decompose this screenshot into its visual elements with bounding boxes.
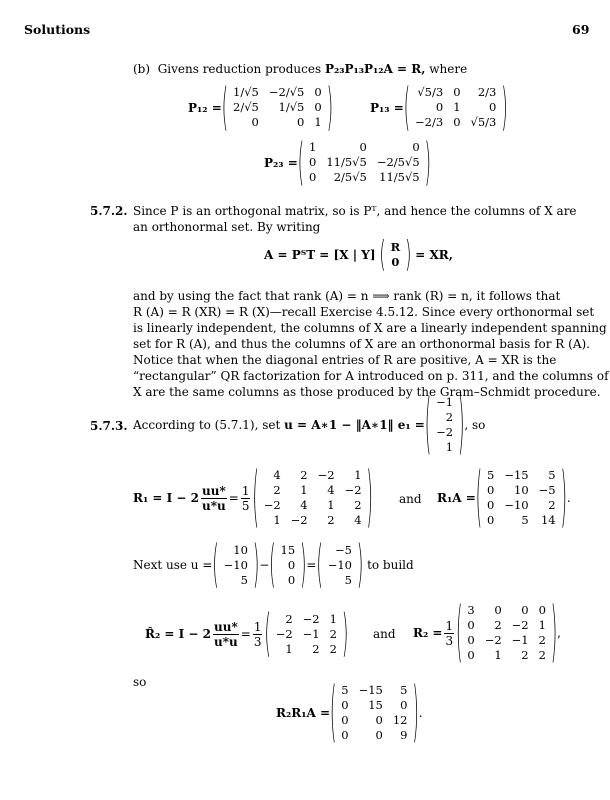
- uvec-row: [431, 440, 458, 455]
- ex572-paragraph-line: X are the same columns as those produced by the Gram–Schmidt procedure.: [133, 385, 601, 399]
- and-2: and: [373, 627, 396, 641]
- R2-label: R₂ =: [413, 626, 443, 640]
- v1-row: [219, 573, 253, 588]
- R1-cell: 1: [300, 483, 308, 497]
- R1-row: [259, 483, 367, 498]
- R2hat-cell: −2: [302, 611, 320, 626]
- ex572-line2: an orthonormal set. By writing: [133, 220, 321, 234]
- ex572-paragraph-line: Notice that when the diagonal entries of R are positive, A = XR is the: [133, 353, 557, 367]
- P12-cell: 1: [314, 115, 322, 129]
- v1-vector: ( 10 −10 5 ): [212, 533, 260, 594]
- P13-cell: 1: [453, 100, 461, 114]
- R2hat-row: [271, 627, 342, 642]
- R2hat-cell: −2: [275, 626, 293, 641]
- R2R1A-cell: 15: [368, 698, 383, 712]
- R1-cell: 1: [354, 468, 362, 482]
- P12-cell: 2/√5: [233, 100, 259, 114]
- R2-cell: 0: [467, 633, 475, 647]
- P23-cell: 0: [309, 170, 317, 184]
- R2hat-label: R̂₂ = I − 2: [145, 627, 212, 641]
- R0-table: [386, 240, 406, 270]
- R2-cell: 2: [538, 633, 546, 647]
- P13-row: [410, 100, 501, 115]
- P23-cell: 2/5√5: [333, 170, 367, 184]
- R1-row: [259, 513, 367, 528]
- R0-cell: 0: [391, 255, 400, 269]
- v1-cell: 10: [233, 542, 248, 557]
- R0-vector: ( R 0 ): [379, 233, 412, 275]
- R2R1A-table: [336, 683, 412, 743]
- uvec-row: [431, 410, 458, 425]
- ex572-paragraph-line: R (A) = R (XR) = R (X)—recall Exercise 4.5.12. Since every orthonormal set: [133, 305, 595, 319]
- R1A-row: [482, 468, 561, 483]
- running-header-title: Solutions: [24, 22, 91, 37]
- R2R1A-cell: 0: [341, 713, 349, 727]
- P12-matrix: ( 1/√5 −2/√5 0 2/√5 1/√5 0 0 0 1 ): [221, 75, 333, 137]
- R2-matrix: ( 3 0 0 0 0 2 −2 1 0 −2 −1 2 0 1 2 2 ): [456, 592, 558, 670]
- v3-row: [323, 558, 357, 573]
- v3-row: [323, 573, 357, 588]
- R2-cell: 0: [538, 603, 546, 617]
- ex573-u-def: u = A∗1 − ‖A∗1‖ e₁ =: [284, 418, 425, 432]
- R1A-row: [482, 483, 561, 498]
- R2R1A-cell: 5: [400, 683, 408, 697]
- R1A-equation: R₁A = ( 5 −15 5 0 10 −5 0 −10 2 0 5 14 ) .: [437, 457, 571, 535]
- R2hat-cell: −1: [302, 626, 320, 641]
- v2-row: [276, 573, 301, 588]
- R2hat-row: [271, 612, 342, 627]
- v2-cell: 15: [280, 542, 296, 557]
- P13-cell: 0: [435, 100, 444, 114]
- v3-cell: −5: [335, 542, 352, 557]
- uvec-cell: 1: [445, 440, 454, 454]
- P13-matrix: ( √5/3 0 2/3 0 1 0 −2/3 0 √5/3 ): [403, 75, 508, 137]
- R1A-cell: 5: [548, 468, 556, 482]
- R1A-cell: 0: [487, 513, 495, 527]
- R2R1A-cell: 5: [341, 683, 349, 697]
- P23-cell: 1: [309, 140, 317, 154]
- v3-cell: −10: [327, 557, 352, 572]
- R2-cell: 1: [538, 618, 546, 632]
- v3-vector: ( −5 −10 5 ): [316, 533, 364, 594]
- P13-cell: 0: [453, 115, 461, 129]
- R2R1A-row: [336, 728, 412, 743]
- ex572-paragraph-line: “rectangular” QR factorization for A introduced on p. 311, and the columns of: [133, 369, 609, 383]
- minus-sign: −: [259, 558, 270, 572]
- R2R1A-row: [336, 713, 412, 728]
- part-b-label: (b): [133, 62, 151, 76]
- R2-cell: 2: [538, 648, 546, 662]
- ex572-line1: Since P is an orthogonal matrix, so is Pᵀ, and hence the columns of X are: [133, 204, 577, 218]
- v1-table: [219, 543, 253, 588]
- P13-row: [410, 85, 501, 100]
- next-use-text: Next use u =: [133, 558, 213, 572]
- uvec-cell: −2: [436, 425, 454, 439]
- R1A-table: [482, 468, 561, 528]
- u-vector: ( −1 2 −2 1 ): [424, 384, 465, 462]
- R1A-label: R₁A =: [437, 491, 476, 505]
- R2R1A-matrix: ( 5 −15 5 0 15 0 0 0 12 0 0 9 ): [330, 672, 419, 750]
- R1-cell: 2: [273, 483, 281, 497]
- R1-cell: 1: [327, 498, 335, 512]
- u-vector-table: [431, 395, 458, 455]
- R2-cell: −1: [511, 633, 529, 647]
- R1-cell: −2: [290, 513, 308, 527]
- v2-cell: 0: [287, 557, 296, 572]
- page-number: 69: [572, 22, 590, 37]
- P13-equation: [370, 75, 508, 137]
- ex572-equation: [264, 233, 453, 275]
- to-build-text: to build: [367, 558, 414, 572]
- P13-cell: −2/3: [415, 115, 444, 129]
- R2-cell: −2: [511, 618, 529, 632]
- P13-cell: 0: [453, 85, 461, 99]
- R2-row: [462, 633, 551, 648]
- v2-table: [276, 543, 301, 588]
- part-b-text: Givens reduction produces: [157, 62, 322, 76]
- R2-cell: −2: [484, 633, 502, 647]
- R1A-cell: 0: [487, 498, 495, 512]
- R2-cell: 3: [467, 603, 475, 617]
- P12-cell: 1/√5: [233, 85, 259, 99]
- v3-table: [323, 543, 357, 588]
- P12-cell: 0: [297, 115, 305, 129]
- v2-row: [276, 543, 301, 558]
- R1-table: [259, 468, 367, 528]
- R1-cell: 2: [327, 513, 335, 527]
- R1-label: R₁ = I − 2: [133, 491, 200, 505]
- R1A-cell: 10: [514, 483, 529, 497]
- P12-cell: 1/√5: [278, 100, 305, 114]
- ex572-paragraph: [133, 288, 609, 400]
- R1A-cell: 0: [487, 483, 495, 497]
- so-text: so: [133, 675, 147, 689]
- P12-cell: 0: [251, 115, 259, 129]
- R2R1A-row: [336, 698, 412, 713]
- R2-row: [462, 618, 551, 633]
- P13-label: P₁₃ =: [370, 100, 404, 115]
- R2R1A-cell: 9: [400, 728, 408, 742]
- R2R1A-cell: 0: [341, 698, 349, 712]
- R1A-cell: −5: [538, 483, 556, 497]
- one-fifth: $\frac{1}{5}$: [241, 483, 250, 513]
- P23-cell: 11/5√5: [379, 170, 420, 184]
- part-b-intro: [133, 61, 467, 77]
- R1-row: [259, 498, 367, 513]
- exercise-5-7-3-number: 5.7.3.: [90, 419, 128, 433]
- uu-fraction: $\frac{uu*}{u*u}$: [202, 483, 226, 513]
- one-third: $\frac{1}{3}$: [253, 619, 262, 649]
- R2R1A-cell: −15: [358, 683, 383, 697]
- R2-cell: 2: [521, 648, 529, 662]
- P23-row: [304, 170, 425, 185]
- R2-row: [462, 648, 551, 663]
- uvec-cell: 2: [445, 410, 454, 424]
- ex572-paragraph-line: is linearly independent, the columns of X are a linearly independent spanning: [133, 321, 607, 335]
- v2-cell: 0: [287, 572, 296, 587]
- R2-cell: 0: [494, 603, 502, 617]
- R1-cell: −2: [317, 468, 335, 482]
- R2hat-cell: 2: [329, 641, 337, 656]
- R1A-cell: −10: [504, 498, 529, 512]
- next-u-equation: Next use u = ( 10 −10 5 ) − ( 15 0 0 ) = ( −5 −10 5 ) to build: [133, 533, 414, 594]
- P12-cell: −2/√5: [268, 85, 305, 99]
- R0-row: [386, 255, 406, 270]
- uu-fraction-2: $\frac{uu*}{u*u}$: [214, 619, 238, 649]
- R1-cell: 1: [273, 513, 281, 527]
- R1A-cell: −15: [504, 468, 529, 482]
- R1-cell: 2: [300, 468, 308, 482]
- P23-cell: 0: [309, 155, 317, 169]
- R2R1A-cell: 0: [400, 698, 408, 712]
- exercise-5-7-2-number: 5.7.2.: [90, 204, 128, 218]
- ex572-eq-right: = XR,: [415, 248, 453, 262]
- R1-cell: 4: [273, 468, 281, 482]
- R1A-matrix: ( 5 −15 5 0 10 −5 0 −10 2 0 5 14 ): [475, 457, 567, 535]
- R1-cell: 4: [300, 498, 308, 512]
- R2hat-equation: R̂₂ = I − 2 $\frac{uu*}{u*u}$ = $\frac{1}{3}$ ( 2 −2 1 −2 −1 2 1 2 2 ): [145, 602, 349, 663]
- v3-row: [323, 543, 357, 558]
- R1-cell: −2: [263, 498, 281, 512]
- P12-row: [228, 115, 327, 130]
- R2-table: [462, 603, 551, 663]
- P23-table: [304, 140, 425, 185]
- R2hat-cell: 2: [285, 611, 293, 626]
- R2-cell: 0: [467, 618, 475, 632]
- R2R1A-cell: 0: [375, 728, 383, 742]
- R2hat-cell: 2: [312, 641, 320, 656]
- R2-cell: 2: [494, 618, 502, 632]
- R1-cell: 4: [327, 483, 335, 497]
- R2R1A-cell: 0: [341, 728, 349, 742]
- R2-cell: 1: [494, 648, 502, 662]
- P12-table: [228, 85, 327, 130]
- P13-cell: 0: [489, 100, 497, 114]
- v2-row: [276, 558, 301, 573]
- P23-cell: 0: [412, 140, 420, 154]
- ex573-text: According to (5.7.1), set: [133, 418, 281, 432]
- R2-equation: R₂ = $\frac{1}{3}$ ( 3 0 0 0 0 2 −2 1 0 −2 −1 2 0 1 2 2 ) ,: [413, 592, 561, 670]
- part-b-where: where: [429, 62, 468, 76]
- R2hat-cell: 2: [329, 626, 337, 641]
- P23-cell: 0: [359, 140, 367, 154]
- R2R1A-row: [336, 683, 412, 698]
- R1-cell: −2: [344, 483, 362, 497]
- P12-equation: [188, 75, 333, 137]
- R2-cell: 0: [467, 648, 475, 662]
- P13-cell: 2/3: [477, 85, 497, 99]
- uvec-row: [431, 425, 458, 440]
- uvec-row: [431, 395, 458, 410]
- R1A-cell: 14: [540, 513, 556, 527]
- R2hat-row: [271, 642, 342, 657]
- v1-cell: −10: [223, 557, 248, 572]
- P12-row: [228, 100, 327, 115]
- v1-row: [219, 558, 253, 573]
- P13-cell: √5/3: [417, 85, 444, 99]
- R1-matrix: ( 4 2 −2 1 2 1 4 −2 −2 4 1 2 1 −2 2 4 ): [252, 457, 373, 535]
- P12-row: [228, 85, 327, 100]
- R2hat-cell: 1: [329, 611, 337, 626]
- R2R1A-equation: R₂R₁A = ( 5 −15 5 0 15 0 0 0 12 0 0 9 ) .: [276, 672, 423, 750]
- R1-equation: R₁ = I − 2 $\frac{uu*}{u*u}$ = $\frac{1}{5}$ ( 4 2 −2 1 2 1 4 −2 −2 4 1 2 1 −2 2 4 ): [133, 457, 373, 535]
- R2R1A-cell: 0: [375, 713, 383, 727]
- P12-cell: 0: [314, 100, 322, 114]
- R1-cell: 2: [354, 498, 362, 512]
- R0-row: [386, 240, 406, 255]
- v1-row: [219, 543, 253, 558]
- ex572-paragraph-line: and by using the fact that rank (A) = n ⟹ rank (R) = n, it follows that: [133, 289, 561, 303]
- R2-cell: 0: [521, 603, 529, 617]
- v3-cell: 5: [344, 572, 352, 587]
- ex572-paragraph-line: set for R (A), and thus the columns of X are an orthonormal basis for R (A).: [133, 337, 590, 351]
- P23-cell: −2/5√5: [376, 155, 420, 169]
- R2R1A-cell: 12: [392, 713, 408, 727]
- ex573-so: , so: [464, 418, 486, 432]
- P13-row: [410, 115, 501, 130]
- R2R1A-label: R₂R₁A =: [276, 706, 330, 720]
- R1-row: [259, 468, 367, 483]
- R2hat-cell: 1: [285, 641, 293, 656]
- R1-cell: 4: [354, 513, 362, 527]
- R1A-cell: 5: [487, 468, 495, 482]
- R1A-row: [482, 498, 561, 513]
- ex572-eq-left: A = PᵀT = [X | Y]: [264, 248, 376, 262]
- R1A-cell: 2: [548, 498, 556, 512]
- R2hat-matrix: ( 2 −2 1 −2 −1 2 1 2 2 ): [264, 602, 349, 663]
- v1-cell: 5: [240, 572, 248, 587]
- R2-row: [462, 603, 551, 618]
- v2-vector: ( 15 0 0 ): [269, 533, 307, 594]
- P23-row: [304, 155, 425, 170]
- P23-row: [304, 140, 425, 155]
- P23-label: P₂₃ =: [264, 155, 298, 170]
- uvec-cell: −1: [436, 395, 454, 409]
- P23-matrix: ( 1 0 0 0 11/5√5 −2/5√5 0 2/5√5 11/5√5 ): [297, 130, 431, 192]
- R2hat-table: [271, 612, 342, 657]
- P13-table: [410, 85, 501, 130]
- and-1: and: [399, 492, 422, 506]
- P23-cell: 11/5√5: [326, 155, 367, 169]
- R1A-cell: 5: [521, 513, 529, 527]
- R0-cell: R: [390, 240, 401, 254]
- P12-cell: 0: [314, 85, 322, 99]
- givens-equation: P₂₃P₁₃P₁₂A = R,: [324, 62, 426, 76]
- R1A-row: [482, 513, 561, 528]
- P23-equation: [264, 130, 431, 192]
- one-third-2: $\frac{1}{3}$: [445, 618, 454, 648]
- P13-cell: √5/3: [470, 115, 497, 129]
- P12-label: P₁₂ =: [188, 100, 222, 115]
